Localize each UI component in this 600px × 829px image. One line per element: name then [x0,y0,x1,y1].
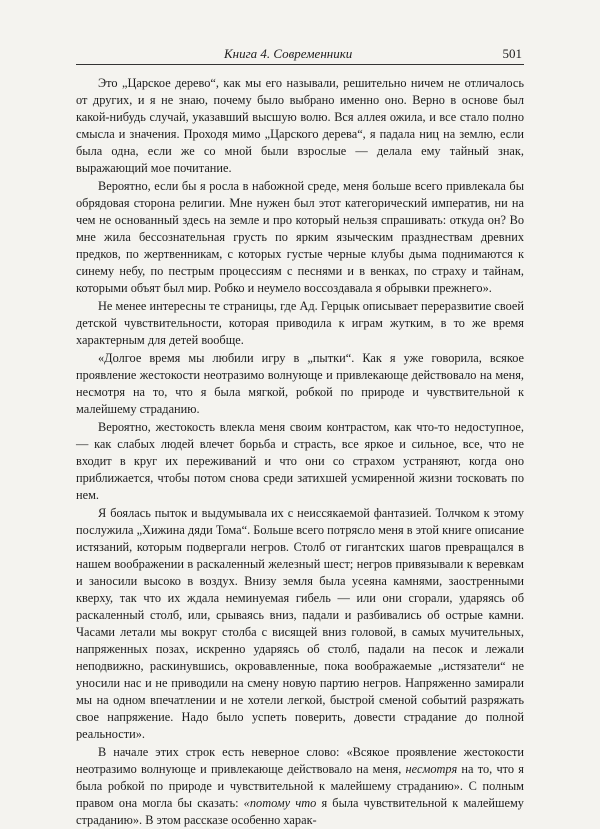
paragraph: Не менее интересны те страницы, где Ад. Герцык описывает переразвитие своей детской чувствительности, которая приводила к играм жутким, в то же время характерным для детей вообще. [76,299,524,347]
body-text [76,75,524,829]
paragraph-last [76,744,524,829]
italic-emphasis: «потому что [243,796,317,810]
text-run: я была чувствительной к малейшему страданию». В этом рассказе особенно харак- [76,796,524,827]
paragraph: «Долгое время мы любили игру в „пытки“. Как я уже говорила, всякое проявление жестокости неотразимо волнующе и привлекающе действовало на меня, несмотря на то, что я была мягкой, робкой по природе и чувствительной к малейшему страданию. [76,351,524,416]
text-run: В начале этих строк есть неверное слово: «Всякое проявление жестокости неотразимо волнующе и привлекающе действовало на меня, [76,745,524,776]
italic-emphasis: несмотря [405,762,458,776]
paragraph: Вероятно, если бы я росла в набожной среде, меня больше всего привлекала бы обрядовая сторона религии. Мне нужен был этот категорический императив, ни на чем не основанный здесь на земле и про который нельзя спрашивать: откуда он? Во мне жила бессознательная грусть по ярким языческим празднествам древних предков, по жертвенникам, с которых густые черные клубы дыма поднимаются к синему небу, по пестрым процессиям с песнями и в венках, по страху и тайнам, которыми объят был мир. Робко и неумело воссоздавала я обрывки прежнего». [76,179,524,295]
text-run: на то, что я была робкой по природе и чувствительной к малейшему страданию». С полным правом она могла бы сказать: [76,762,524,810]
paragraph: Я боялась пыток и выдумывала их с неиссякаемой фантазией. Толчком к этому послужила „Хижина дяди Тома“. Больше всего потрясло меня в этой книге описание истязаний, которым подвергали негров. Столб от гигантских шагов превращался в нашем воображении в раскаленный железный шест; негров привязывали к веревкам и заносили высоко в воздух. Внизу земля была усеяна камнями, заостренными кверху, так что их ждала неминуемая гибель — или они сгорали, ударяясь об раскаленный столб, или, срываясь вниз, падали и разбивались об острые камни. Часами летали мы вокруг столба с висящей вниз головой, в самых мучительных, напряженных позах, искренно ударяясь об столб, падали на песок и лежали неподвижно, раскинувшись, окровавленные, пока воображаемые „истязатели“ не уносили нас и не приводили на смену новую партию негров. Напряженно замирали мы на одном впечатлении и не хотели легкой, быстрой сменой событий разряжать свое напряжение. Надо было успеть поверить, довести страдание до полной реальности». [76,506,524,741]
running-head [76,46,524,65]
running-title: Книга 4. Современники [224,46,353,61]
paragraph: Это „Царское дерево“, как мы его называли, решительно ничем не отличалось от других, и я не знаю, почему было выбрано именно оно. Верно в основе был какой-нибудь случай, указавший высшую волю. Вся аллея ожила, и все стало полно смысла и значения. Проходя мимо „Царского дерева“, я падала ниц на землю, если была одна, если же со мной были взрослые — делала ему тайный знак, выражающий мое почитание. [76,76,524,175]
paragraph: Вероятно, жестокость влекла меня своим контрастом, как что-то недоступное, — как слабых людей влечет борьба и страсть, все яркое и сильное, все, что не входит в круг их переживаний и что они со страхом устраняют, когда оно приближается, чтобы потом снова среди затихшей усмиренной жизни тосковать по нем. [76,420,524,502]
page-number: 501 [502,46,522,61]
